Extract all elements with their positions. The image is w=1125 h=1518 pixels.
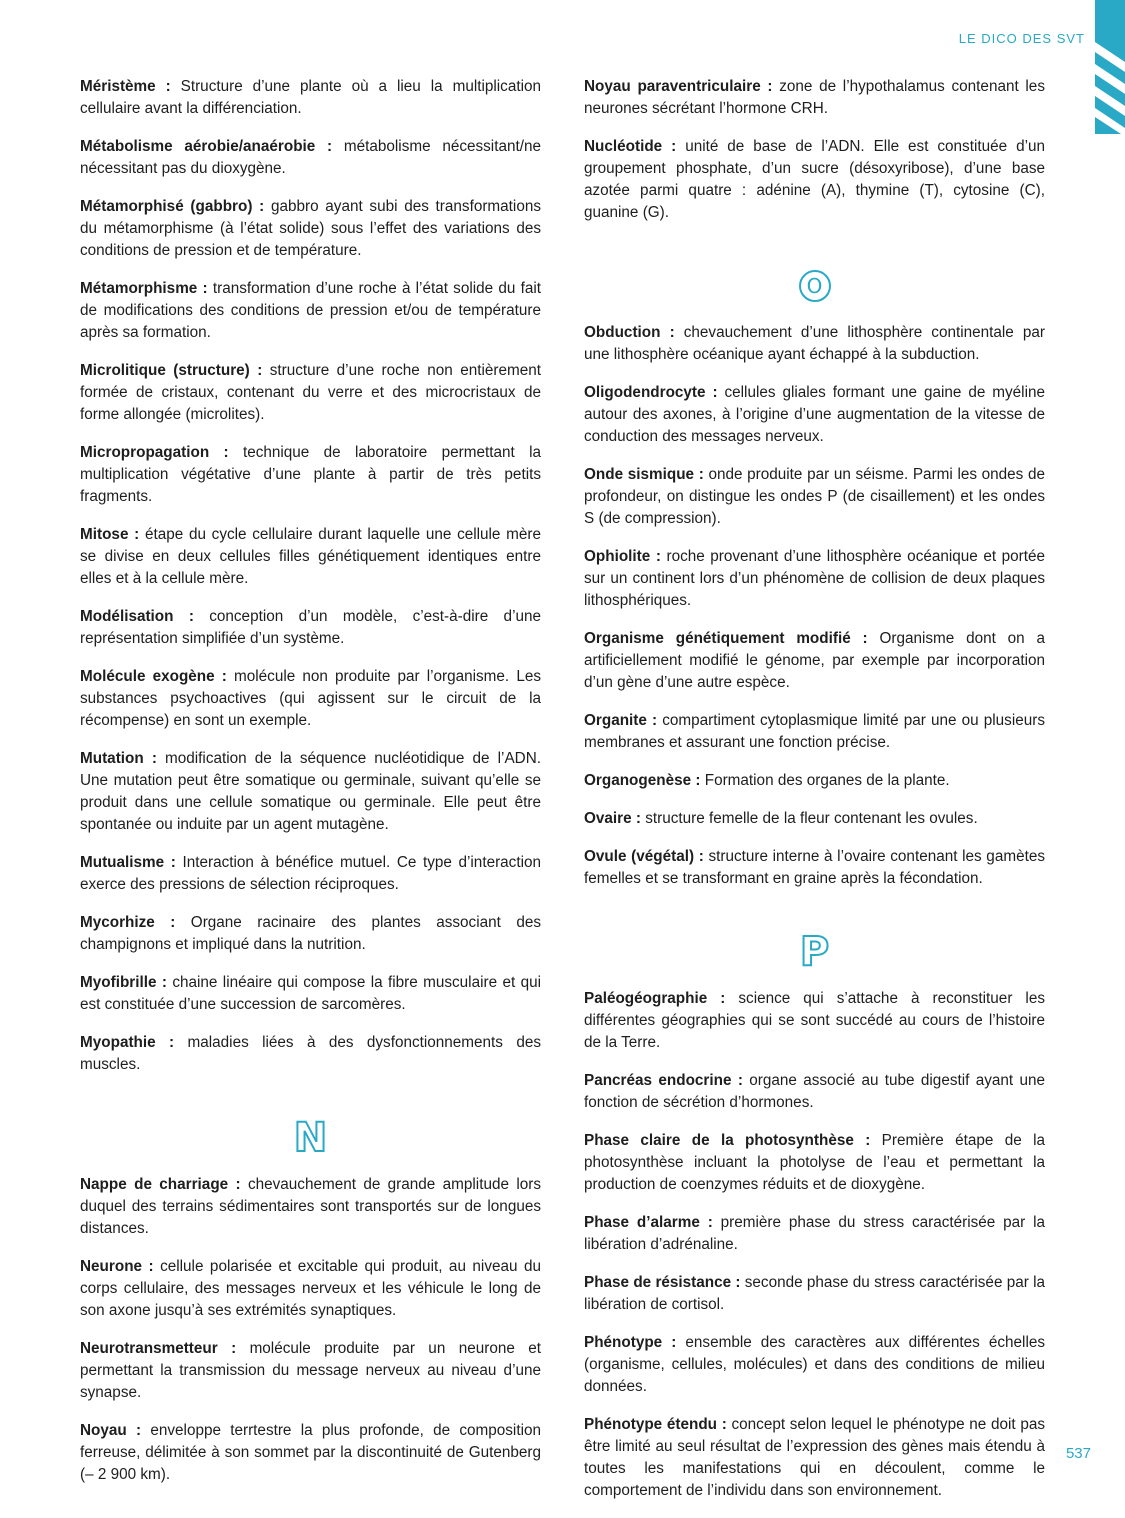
glossary-entry: Micropropagation : technique de laboratoire permettant la multiplication végétative d’une plante à partir de très petits fragments. [80,444,541,505]
glossary-entry: Oligodendrocyte : cellules gliales formant une gaine de myéline autour des axones, à l’origine d’une augmentation de la vitesse de conduction des messages nerveux. [584,384,1045,445]
section-o-entries [584,322,1045,890]
page-number: 537 [1065,1445,1091,1462]
glossary-entry: Neurotransmetteur : molécule produite par un neurone et permettant la transmission du message nerveux au niveau d’une synapse. [80,1340,541,1401]
section-m-entries [80,76,541,1076]
glossary-entry: Phase claire de la photosynthèse : Première étape de la photosynthèse incluant la photolyse de l’eau et permettant la production de coenzymes réduits et de dioxygène. [584,1132,1045,1193]
glossary-entry: Myofibrille : chaine linéaire qui compose la fibre musculaire et qui est constituée d’une succession de sarcomères. [80,974,541,1013]
glossary-term: Molécule exogène [80,668,215,685]
glossary-term: Organisme génétiquement modifié [584,630,851,647]
glossary-term: Organite [584,712,647,729]
running-header: LE DICO DES SVT [958,31,1085,46]
glossary-definition: structure d’une roche non entièrement formée de cristaux, contenant du verre et des microcristaux de forme allongée (microlites). [80,362,541,423]
glossary-definition: technique de laboratoire permettant la multiplication végétative d’une plante à partir de très petits fragments. [80,444,541,505]
glossary-definition: seconde phase du stress caractérisée par la libération de cortisol. [584,1274,1045,1313]
glossary-definition: Formation des organes de la plante. [704,772,950,789]
glossary-definition: molécule non produite par l’organisme. Les substances psychoactives (qui agissent sur le circuit de la récompense) en sont un exemple. [80,668,541,729]
glossary-definition: conception d’un modèle, c’est-à-dire d’une représentation simplifiée d’un système. [80,608,541,647]
glossary-entry: Onde sismique : onde produite par un séisme. Parmi les ondes de profondeur, on distingue les ondes P (de cisaillement) et les ondes S (de compression). [584,466,1046,527]
glossary-definition: Organe racinaire des plantes associant des champignons et impliqué dans la nutrition. [80,914,541,953]
glossary-entry: Nappe de charriage : chevauchement de grande amplitude lors duquel des terrains sédimentaires sont transportés sur de longues distances. [80,1176,541,1237]
glossary-definition: chaine linéaire qui compose la fibre musculaire et qui est constituée d’une succession de sarcomères. [80,974,541,1013]
glossary-entry: Myopathie : maladies liées à des dysfonctionnements des muscles. [80,1034,541,1073]
glossary-term: Méristème [80,78,156,95]
glossary-entry: Neurone : cellule polarisée et excitable qui produit, au niveau du corps cellulaire, des messages nerveux et les véhicule le long de son axone jusqu’à ses extrémités synaptiques. [80,1258,541,1319]
glossary-term: Myopathie [80,1034,156,1051]
letter-heading-p: P [799,929,830,975]
glossary-entry: Phénotype étendu : concept selon lequel le phénotype ne doit pas être limité au seul résultat de l’expression des gènes mais étendu à toutes les manifestations qui en découlent, comme le comportement de l’individu dans son environnement. [584,1416,1045,1499]
section-n-entries [80,1174,541,1486]
glossary-term: Phénotype [584,1334,663,1351]
glossary-term: Phase de résistance [584,1274,732,1291]
glossary-entry: Pancréas endocrine : organe associé au tube digestif ayant une fonction de sécrétion d’hormones. [584,1072,1045,1111]
glossary-entry: Nucléotide : unité de base de l’ADN. Elle est constituée d’un groupement phosphate, d’un sucre (désoxyribose), d’une base azotée parmi quatre : adénine (A), thymine (T), cytosine (C), guanine (G). [584,138,1045,221]
glossary-term: Phénotype étendu [584,1416,718,1433]
glossary-term: Neurotransmetteur [80,1340,218,1357]
glossary-term: Mutualisme [80,854,165,871]
corner-stripes-decoration [1095,0,1125,134]
glossary-entry: Molécule exogène : molécule non produite par l’organisme. Les substances psychoactives (qui agissent sur le circuit de la récompense) en sont un exemple. [80,668,541,729]
glossary-entry: Noyau : enveloppe terrtestre la plus profonde, de composition ferreuse, délimitée à son sommet par la discontinuité de Gutenberg (– 2 900 km). [80,1422,541,1483]
glossary-definition: Organisme dont on a artificiellement modifié le génome, par exemple par incorporation d’un gène d’une autre espèce. [584,630,1045,691]
glossary-entry: Phénotype : ensemble des caractères aux différentes échelles (organisme, cellules, molécules) et dans des conditions de milieu données. [584,1334,1045,1395]
glossary-definition: cellules gliales formant une gaine de myéline autour des axones, à l’origine d’une augmentation de la vitesse de conduction des messages nerveux. [584,384,1045,445]
glossary-term: Neurone [80,1258,143,1275]
glossary-term: Paléogéographie [584,990,708,1007]
left-column [80,76,541,1502]
glossary-term: Ovaire [584,810,632,827]
glossary-entry: Noyau paraventriculaire : zone de l’hypothalamus contenant les neurones sécrétant l’hormone CRH. [584,78,1045,117]
glossary-entry: Modélisation : conception d’un modèle, c’est-à-dire d’une représentation simplifiée d’un système. [80,608,541,647]
letter-heading-n: N [293,1115,328,1161]
glossary-term: Métamorphisé (gabbro) [80,198,253,215]
glossary-term: Mitose [80,526,129,543]
glossary-definition: roche provenant d’une lithosphère océanique et portée sur un continent lors d’un phénomène de collision de deux plaques lithosphériques. [584,548,1045,609]
glossary-definition: Structure d’une plante où a lieu la multiplication cellulaire avant la différenciation. [80,78,541,117]
glossary-entry: Ophiolite : roche provenant d’une lithosphère océanique et portée sur un continent lors d’un phénomène de collision de deux plaques lithosphériques. [584,548,1045,609]
glossary-term: Obduction [584,324,661,341]
glossary-entry: Obduction : chevauchement d’une lithosphère continentale par une lithosphère océanique ayant échappé à la subduction. [584,324,1045,363]
section-n-continued-entries [584,76,1045,224]
glossary-definition: Première étape de la photosynthèse incluant la photolyse de l’eau et permettant la production de coenzymes réduits et de dioxygène. [584,1132,1045,1193]
right-column [584,76,1045,1518]
glossary-term: Ovule (végétal) [584,848,695,865]
glossary-term: Mutation [80,750,144,767]
glossary-definition: unité de base de l’ADN. Elle est constituée d’un groupement phosphate, d’un sucre (désoxyribose), d’une base azotée parmi quatre : adénine (A), thymine (T), cytosine (C), guanine (G). [584,138,1045,221]
glossary-entry: Paléogéographie : science qui s’attache à reconstituer les différentes géographies qui se sont succédé au cours de l’histoire de la Terre. [584,990,1045,1051]
glossary-definition: concept selon lequel le phénotype ne doit pas être limité au seul résultat de l’expression des gènes mais étendu à toutes les manifestations qui en découlent, comme le comportement de l’individu dans son environnement. [584,1416,1045,1499]
glossary-definition: onde produite par un séisme. Parmi les ondes de profondeur, on distingue les ondes P (de cisaillement) et les ondes S (de compression). [584,466,1046,527]
glossary-entry: Microlitique (structure) : structure d’une roche non entièrement formée de cristaux, contenant du verre et des microcristaux de forme allongée (microlites). [80,362,541,423]
glossary-entry: Métamorphisme : transformation d’une roche à l’état solide du fait de modifications des conditions de pression et/ou de température après sa formation. [80,280,541,341]
glossary-term: Onde sismique [584,466,695,483]
glossary-definition: gabbro ayant subi des transformations du métamorphisme (à l’état solide) sous l’effet des variations des conditions de pression et de température. [80,198,541,259]
section-p-entries [584,988,1045,1502]
glossary-entry: Mitose : étape du cycle cellulaire durant laquelle une cellule mère se divise en deux cellules filles génétiquement identiques entre elles et à la cellule mère. [80,526,541,587]
glossary-definition: métabolisme nécessitant/ne nécessitant pas du dioxygène. [80,138,541,177]
glossary-term: Oligodendrocyte [584,384,706,401]
glossary-entry: Phase de résistance : seconde phase du stress caractérisée par la libération de cortisol. [584,1274,1045,1313]
glossary-term: Nappe de charriage [80,1176,229,1193]
glossary-entry: Mutation : modification de la séquence nucléotidique de l’ADN. Une mutation peut être somatique ou germinale, suivant qu’elle se produit dans une cellule somatique ou germinale. Elle peut être spontanée ou induite par un agent mutagène. [80,750,541,833]
glossary-entry: Ovaire : structure femelle de la fleur contenant les ovules. [584,810,978,827]
glossary-entry: Organisme génétiquement modifié : Organisme dont on a artificiellement modifié le génome, par exemple par incorporation d’un gène d’une autre espèce. [584,630,1045,691]
glossary-term: Myofibrille [80,974,157,991]
glossary-term: Nucléotide [584,138,663,155]
glossary-definition: zone de l’hypothalamus contenant les neurones sécrétant l’hormone CRH. [584,78,1045,117]
glossary-definition: cellule polarisée et excitable qui produit, au niveau du corps cellulaire, des messages nerveux et les véhicule le long de son axone jusqu’à ses extrémités synaptiques. [80,1258,541,1319]
glossary-term: Phase claire de la photosynthèse [584,1132,854,1149]
glossary-definition: chevauchement de grande amplitude lors duquel des terrains sédimentaires sont transportés sur de longues distances. [80,1176,541,1237]
glossary-definition: science qui s’attache à reconstituer les différentes géographies qui se sont succédé au cours de l’histoire de la Terre. [584,990,1045,1051]
glossary-term: Micropropagation [80,444,210,461]
glossary-definition: structure femelle de la fleur contenant les ovules. [645,810,978,827]
glossary-entry: Mycorhize : Organe racinaire des plantes associant des champignons et impliqué dans la nutrition. [80,914,541,953]
glossary-definition: Interaction à bénéfice mutuel. Ce type d’interaction exerce des pressions de sélection réciproques. [80,854,541,893]
glossary-term: Modélisation [80,608,174,625]
glossary-term: Pancréas endocrine [584,1072,732,1089]
glossary-term: Noyau paraventriculaire [584,78,761,95]
glossary-definition: ensemble des caractères aux différentes échelles (organisme, cellules, molécules) et dans des conditions de milieu données. [584,1334,1045,1395]
glossary-term: Noyau [80,1422,127,1439]
glossary-definition: enveloppe terrtestre la plus profonde, de composition ferreuse, délimitée à son sommet par la discontinuité de Gutenberg (– 2 900 km). [80,1422,541,1483]
glossary-definition: organe associé au tube digestif ayant une fonction de sécrétion d’hormones. [584,1072,1045,1111]
glossary-entry: Métamorphisé (gabbro) : gabbro ayant subi des transformations du métamorphisme (à l’état solide) sous l’effet des variations des conditions de pression et de température. [80,198,541,259]
glossary-definition: modification de la séquence nucléotidique de l’ADN. Une mutation peut être somatique ou germinale, suivant qu’elle se produit dans une cellule somatique ou germinale. Elle peut être spontanée ou induite par un agent mutagène. [80,750,541,833]
glossary-definition: compartiment cytoplasmique limité par une ou plusieurs membranes et assurant une fonction précise. [584,712,1045,751]
glossary-definition: structure interne à l’ovaire contenant les gamètes femelles et se transformant en graine après la fécondation. [584,848,1045,887]
glossary-entry: Organogenèse : Formation des organes de la plante. [584,772,950,789]
glossary-definition: chevauchement d’une lithosphère continentale par une lithosphère océanique ayant échappé à la subduction. [584,324,1045,363]
glossary-term: Mycorhize [80,914,155,931]
glossary-term: Ophiolite [584,548,651,565]
glossary-definition: molécule produite par un neurone et permettant la transmission du message nerveux au niveau d’une synapse. [80,1340,541,1401]
glossary-entry: Métabolisme aérobie/anaérobie : métabolisme nécessitant/ne nécessitant pas du dioxygène. [80,138,541,177]
glossary-entry: Phase d’alarme : première phase du stress caractérisée par la libération d’adrénaline. [584,1214,1045,1253]
glossary-term: Organogenèse [584,772,692,789]
glossary-term: Métabolisme aérobie/anaérobie [80,138,316,155]
glossary-term: Microlitique (structure) [80,362,250,379]
glossary-entry: Méristème : Structure d’une plante où a lieu la multiplication cellulaire avant la différenciation. [80,78,541,117]
glossary-entry: Mutualisme : Interaction à bénéfice mutuel. Ce type d’interaction exerce des pressions de sélection réciproques. [80,854,541,893]
glossary-entry: Organite : compartiment cytoplasmique limité par une ou plusieurs membranes et assurant une fonction précise. [584,712,1045,751]
glossary-definition: maladies liées à des dysfonctionnements des muscles. [80,1034,541,1073]
glossary-definition: étape du cycle cellulaire durant laquelle une cellule mère se divise en deux cellules filles génétiquement identiques entre elles et à la cellule mère. [80,526,541,587]
glossary-definition: transformation d’une roche à l’état solide du fait de modifications des conditions de pression et/ou de température après sa formation. [80,280,541,341]
glossary-term: Phase d’alarme [584,1214,700,1231]
glossary-term: Métamorphisme [80,280,198,297]
letter-heading-o: O [584,262,1045,310]
glossary-entry: Ovule (végétal) : structure interne à l’ovaire contenant les gamètes femelles et se transformant en graine après la fécondation. [584,848,1045,887]
glossary-definition: première phase du stress caractérisée par la libération d’adrénaline. [584,1214,1045,1253]
